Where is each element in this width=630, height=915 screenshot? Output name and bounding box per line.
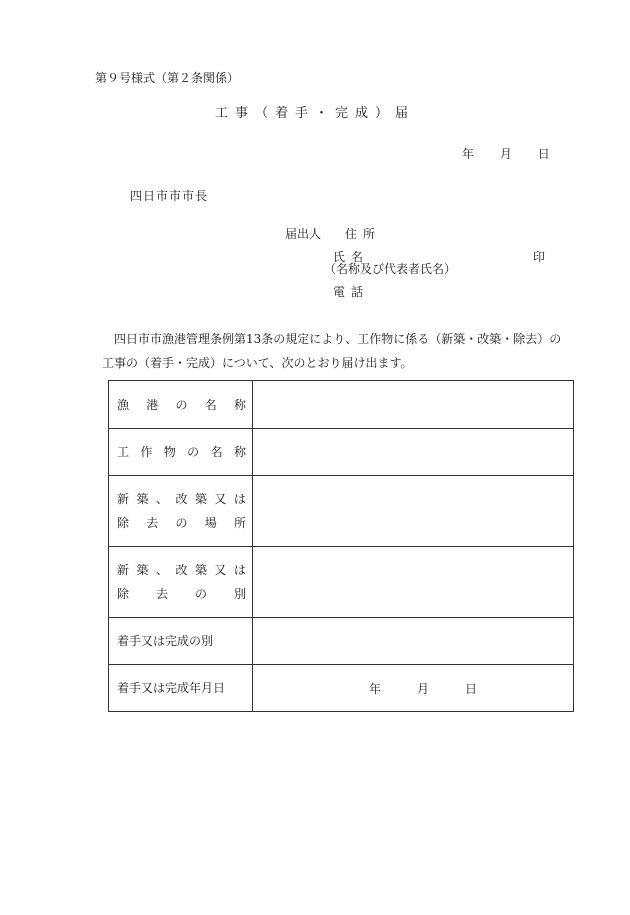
date-fields: [253, 680, 573, 697]
label-char: 築: [136, 563, 149, 577]
table-row: [109, 476, 574, 547]
label-char: 作: [140, 445, 153, 459]
row-label: [109, 618, 253, 665]
month-label: 月: [499, 147, 512, 161]
label-char: 又: [214, 492, 227, 506]
label-char: 物: [163, 445, 176, 459]
form-table: [108, 380, 574, 712]
label-char: 所: [233, 516, 246, 530]
label-char: 築: [136, 492, 149, 506]
table-row: [109, 665, 574, 712]
label-char: は: [233, 492, 246, 506]
table-row: [109, 618, 574, 665]
row-value-field[interactable]: [253, 476, 574, 547]
label-char: 新: [117, 492, 130, 506]
row-label: [109, 665, 253, 712]
label-char: 築: [194, 492, 207, 506]
year-label: 年: [368, 681, 381, 696]
row-label-line: [117, 629, 246, 653]
year-label: 年: [462, 147, 475, 161]
row-label-line: [117, 558, 246, 582]
row-label-line: [117, 440, 246, 464]
label-char: 除: [117, 587, 130, 601]
row-label: [109, 476, 253, 547]
label-char: 名: [210, 445, 223, 459]
label-char: 又: [214, 563, 227, 577]
row-value-field[interactable]: [253, 665, 574, 712]
label-char: 称: [233, 445, 246, 459]
label-char: の: [175, 397, 188, 412]
label-char: 港: [146, 397, 159, 412]
day-label: 日: [537, 147, 550, 161]
label-char: 名: [204, 397, 217, 412]
label-char: 場: [204, 516, 217, 530]
document-title: 工事（着手・完成）届: [214, 106, 415, 121]
label-char: 着手又は完成年月日: [117, 681, 226, 695]
label-char: 除: [117, 516, 130, 530]
name-label: 氏名: [333, 250, 370, 264]
form-number: 第９号様式（第２条関係）: [95, 71, 240, 85]
row-label-line: [117, 511, 246, 535]
table-row: [109, 547, 574, 618]
row-label-line: [117, 487, 246, 511]
label-char: 着手又は完成の別: [117, 634, 214, 648]
body-text: 四日市市漁港管理条例第13条の規定により、工作物に係る（新築・改築・除去）の工事の（着手・完成）について、次のとおり届け出ます。: [102, 332, 562, 370]
label-char: 去: [155, 587, 168, 601]
label-char: 改: [175, 563, 188, 577]
label-char: 工: [117, 445, 130, 459]
label-char: 築: [194, 563, 207, 577]
row-label: [109, 547, 253, 618]
month-label: 月: [416, 681, 429, 696]
row-value-field[interactable]: [253, 429, 574, 476]
label-char: 、: [155, 563, 168, 577]
applicant-label: 届出人: [285, 227, 322, 241]
label-char: 改: [175, 492, 188, 506]
label-char: の: [187, 445, 200, 459]
label-char: 別: [233, 587, 246, 601]
row-label-line: [117, 676, 246, 700]
seal-mark: 印: [533, 250, 546, 264]
label-char: の: [194, 587, 207, 601]
label-char: の: [175, 516, 188, 530]
phone-label: 電話: [333, 285, 370, 299]
addressee: 四日市市市長: [130, 189, 209, 203]
label-char: は: [233, 563, 246, 577]
row-label: [109, 381, 253, 429]
label-char: 新: [117, 563, 130, 577]
row-label: [109, 429, 253, 476]
label-char: 漁: [117, 397, 130, 412]
label-char: 去: [146, 516, 159, 530]
table-row: [109, 429, 574, 476]
label-char: 称: [233, 397, 246, 412]
label-char: 、: [155, 492, 168, 506]
row-value-field[interactable]: [253, 618, 574, 665]
table-row: [109, 381, 574, 429]
row-label-line: [117, 393, 246, 417]
address-label: 住所: [345, 227, 382, 241]
row-value-field[interactable]: [253, 381, 574, 429]
day-label: 日: [465, 681, 478, 696]
representative-label: （名称及び代表者氏名）: [324, 262, 457, 276]
submission-date: [462, 145, 550, 162]
row-label-line: [117, 582, 246, 606]
row-value-field[interactable]: [253, 547, 574, 618]
